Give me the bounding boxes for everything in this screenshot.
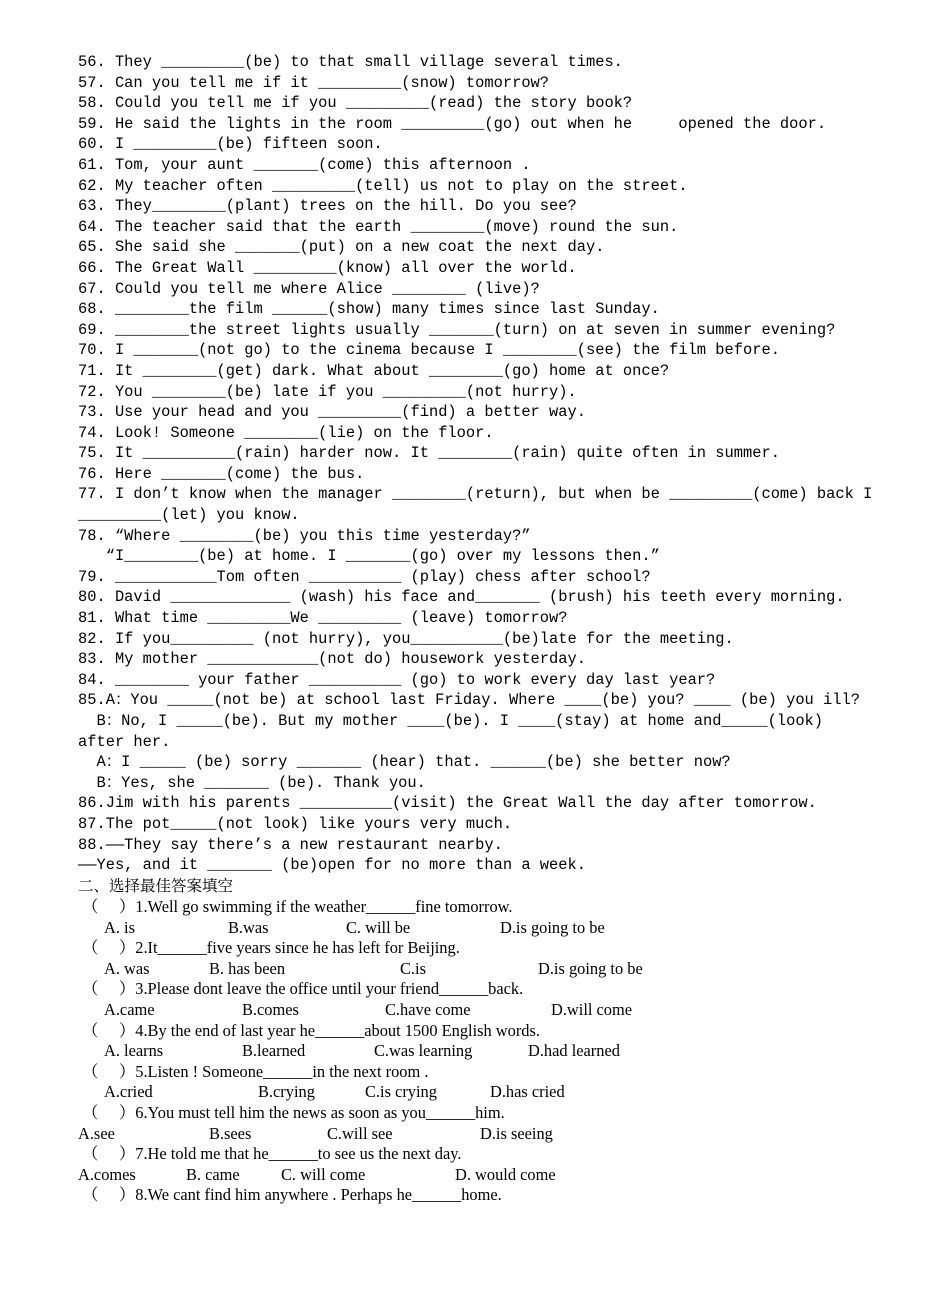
multiple-choice-exercises [78, 897, 928, 1206]
answer-option[interactable]: C.is crying [365, 1082, 437, 1102]
answer-option[interactable]: D.will come [551, 999, 633, 1019]
answer-option[interactable]: C.will see [327, 1123, 393, 1143]
exercise-line: 65. She said she _______(put) on a new coat the next day. [78, 238, 605, 257]
exercise-line: 74. Look! Someone ________(lie) on the floor. [78, 423, 494, 442]
answer-option[interactable]: B.crying [258, 1082, 315, 1102]
question-stem: （ ）2.It______five years since he has left for Beijing. [82, 938, 460, 958]
answer-option[interactable]: C.have come [385, 999, 471, 1019]
exercise-line: “I________(be) at home. I _______(go) over my lessons then.” [78, 547, 660, 566]
exercise-line: 78. “Where ________(be) you this time yesterday?” [78, 526, 531, 545]
exercise-line: _________(let) you know. [78, 506, 300, 525]
exercise-line: 82. If you_________ (not hurry), you__________(be)late for the meeting. [78, 629, 734, 648]
answer-option[interactable]: B.sees [209, 1123, 252, 1143]
exercise-line: 70. I _______(not go) to the cinema because I ________(see) the film before. [78, 341, 780, 360]
exercise-line: 67. Could you tell me where Alice ________ (live)? [78, 279, 540, 298]
answer-option[interactable]: B.comes [242, 999, 299, 1019]
answer-option[interactable]: D.had learned [528, 1041, 620, 1061]
exercise-line: ——Yes, and it _______ (be)open for no more than a week. [78, 856, 586, 875]
exercise-line: 56. They _________(be) to that small village several times. [78, 53, 623, 71]
answer-option[interactable]: C. will be [346, 917, 411, 937]
exercise-line: 79. ___________Tom often __________ (play) chess after school? [78, 567, 651, 586]
exercise-line: 66. The Great Wall _________(know) all over the world. [78, 258, 577, 277]
exercise-line: 72. You ________(be) late if you _________(not hurry). [78, 382, 577, 401]
options-row [78, 959, 928, 980]
answer-option[interactable]: A.see [78, 1123, 115, 1143]
exercise-line: A：I _____ (be) sorry _______ (hear) that. ______(be) she better now? [78, 753, 731, 772]
answer-option[interactable]: B. came [186, 1164, 240, 1184]
section-title: 二、选择最佳答案填空 [78, 877, 234, 895]
exercise-line: 62. My teacher often _________(tell) us not to play on the street. [78, 176, 688, 195]
question-stem: （ ）7.He told me that he______to see us the next day. [82, 1144, 462, 1164]
exercise-line: 59. He said the lights in the room _________(go) out when he opened the door. [78, 114, 827, 133]
exercise-line: 81. What time _________We _________ (leave) tomorrow? [78, 609, 568, 628]
answer-option[interactable]: D.is going to be [500, 917, 605, 937]
options-row [78, 1082, 928, 1103]
exercise-line: 76. Here _______(come) the bus. [78, 464, 365, 483]
answer-option[interactable]: D. would come [455, 1164, 556, 1184]
exercise-line: 83. My mother ____________(not do) housework yesterday. [78, 650, 586, 669]
answer-option[interactable]: A.came [104, 999, 155, 1019]
answer-option[interactable]: A.comes [78, 1164, 136, 1184]
fill-in-verb-exercises [78, 52, 928, 876]
exercise-line: 88.——They say there’s a new restaurant nearby. [78, 835, 503, 854]
options-row [78, 918, 928, 939]
exercise-line: 57. Can you tell me if it _________(snow) tomorrow? [78, 73, 550, 92]
answer-option[interactable]: C.was learning [374, 1041, 473, 1061]
question-stem: （ ）3.Please dont leave the office until your friend______back. [82, 979, 524, 999]
exercise-line: 84. ________ your father __________ (go) to work every day last year? [78, 670, 716, 689]
exercise-line: 61. Tom, your aunt _______(come) this afternoon . [78, 155, 531, 174]
exercise-line: after her. [78, 732, 171, 751]
question-stem: （ ）6.You must tell him the news as soon as you______him. [82, 1102, 505, 1122]
question-stem: （ ）8.We cant find him anywhere . Perhaps he______home. [82, 1185, 502, 1205]
answer-option[interactable]: D.is seeing [480, 1123, 553, 1143]
exercise-line: B：Yes, she _______ (be). Thank you. [78, 773, 426, 792]
options-row [78, 1124, 928, 1145]
answer-option[interactable]: D.is going to be [538, 958, 643, 978]
question-stem: （ ）1.Well go swimming if the weather______fine tomorrow. [82, 897, 513, 916]
answer-option[interactable]: C. will come [281, 1164, 366, 1184]
answer-option[interactable]: A.cried [104, 1082, 153, 1102]
exercise-line: 85.A：You _____(not be) at school last Friday. Where ____(be) you? ____ (be) you ill? [78, 691, 860, 710]
exercise-line: 86.Jim with his parents __________(visit) the Great Wall the day after tomorrow. [78, 794, 817, 813]
answer-option[interactable]: C.is [400, 958, 426, 978]
options-row [78, 1000, 928, 1021]
exercise-line: 60. I _________(be) fifteen soon. [78, 135, 383, 154]
answer-option[interactable]: B.was [228, 917, 269, 937]
answer-option[interactable]: A. is [104, 917, 135, 937]
exercise-line: 64. The teacher said that the earth ________(move) round the sun. [78, 217, 679, 236]
answer-option[interactable]: B. has been [209, 958, 286, 978]
exercise-line: 77. I don’t know when the manager ________(return), but when be _________(come) back I [78, 485, 873, 504]
exercise-line: 75. It __________(rain) harder now. It ________(rain) quite often in summer. [78, 444, 780, 463]
answer-option[interactable]: A. was [104, 958, 150, 978]
exercise-line: 71. It ________(get) dark. What about ________(go) home at once? [78, 361, 670, 380]
exercise-line: 69. ________the street lights usually _______(turn) on at seven in summer evening? [78, 320, 836, 339]
exercise-line: 58. Could you tell me if you _________(read) the story book? [78, 94, 633, 113]
question-stem: （ ）4.By the end of last year he______about 1500 English words. [82, 1020, 540, 1040]
exercise-line: 87.The pot_____(not look) like yours very much. [78, 814, 513, 833]
exercise-line: 80. David _____________ (wash) his face and_______ (brush) his teeth every morning. [78, 588, 845, 607]
exercise-line: 63. They________(plant) trees on the hill. Do you see? [78, 197, 577, 216]
question-stem: （ ）5.Listen ! Someone______in the next room . [82, 1061, 429, 1081]
answer-option[interactable]: B.learned [242, 1041, 306, 1061]
options-row [78, 1165, 928, 1186]
exercise-line: 68. ________the film ______(show) many times since last Sunday. [78, 300, 660, 319]
answer-option[interactable]: A. learns [104, 1041, 164, 1061]
exercise-line: 73. Use your head and you _________(find) a better way. [78, 403, 586, 422]
answer-option[interactable]: D.has cried [490, 1082, 565, 1102]
exercise-line: B：No, I _____(be). But my mother ____(be). I ____(stay) at home and_____(look) [78, 712, 824, 730]
options-row [78, 1041, 928, 1062]
